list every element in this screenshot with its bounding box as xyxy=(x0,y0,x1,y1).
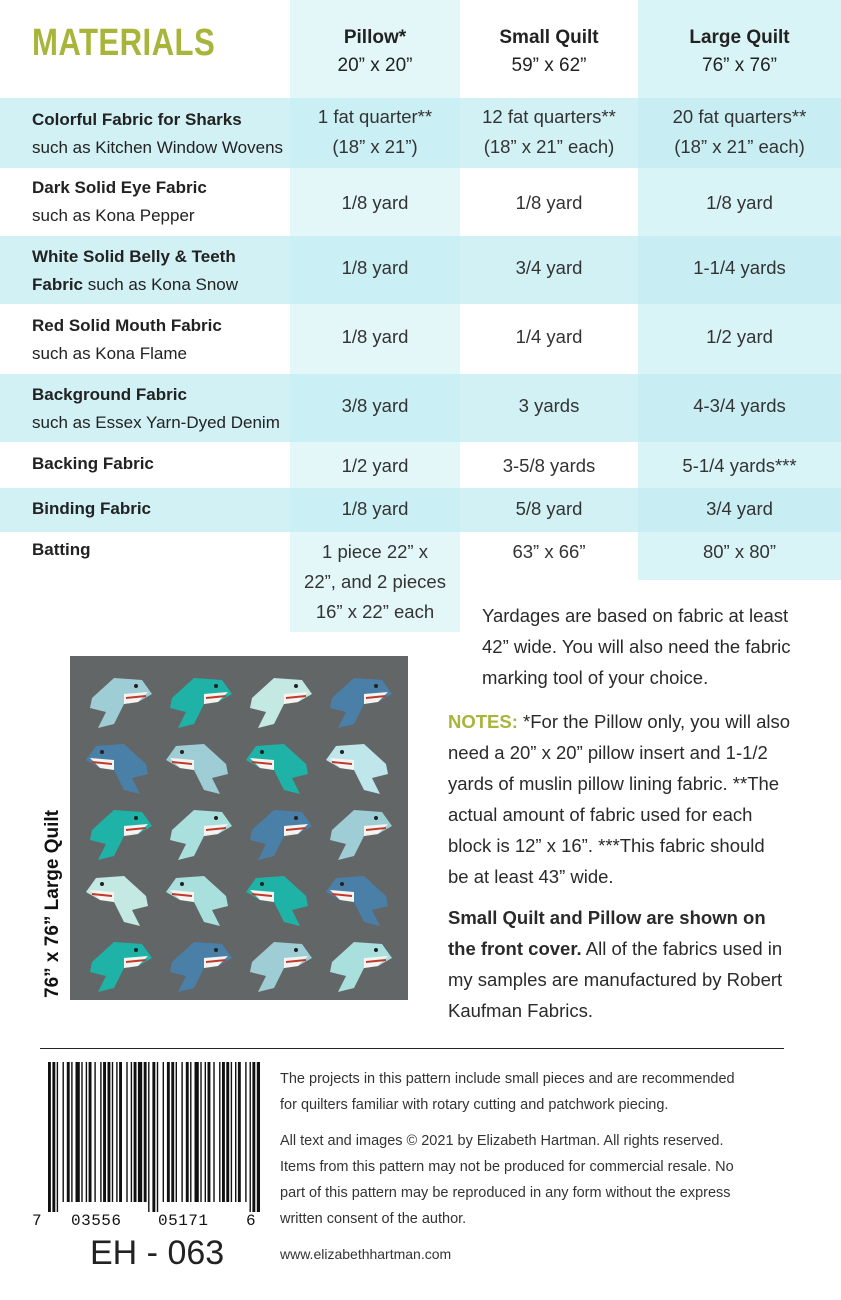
text-line: Items from this pattern may not be produced for commercial resale. No xyxy=(280,1159,734,1175)
row-label-sub: such as Essex Yarn-Dyed Denim xyxy=(32,413,280,432)
cell-pillow: 1/8 yard xyxy=(341,257,409,278)
barcode-bar xyxy=(171,1062,174,1202)
barcode-bar xyxy=(152,1062,155,1212)
barcode-bar xyxy=(186,1062,189,1202)
cell-line: 16” x 22” each xyxy=(315,601,435,622)
barcode-bar xyxy=(71,1062,72,1202)
barcode-bar xyxy=(138,1062,142,1202)
shark-block xyxy=(330,810,392,860)
footer-paragraph-copyright xyxy=(280,1128,800,1232)
barcode-bar xyxy=(100,1062,101,1202)
shark-block xyxy=(170,678,232,728)
cell-line: 12 fat quarters** xyxy=(482,106,616,127)
shark-block xyxy=(326,744,388,794)
text-line: Kaufman Fabrics. xyxy=(448,1000,593,1021)
shark-block xyxy=(246,744,308,794)
cell-small: 1/8 yard xyxy=(515,192,583,213)
barcode-bar xyxy=(163,1062,164,1202)
column-header-small-quilt xyxy=(460,24,638,80)
shark-block xyxy=(246,876,308,926)
barcode-bar xyxy=(144,1062,147,1202)
cell-large: 1/8 yard xyxy=(706,192,773,213)
row-label-bold: Dark Solid Eye Fabric xyxy=(32,178,207,197)
barcode-bar xyxy=(57,1062,58,1212)
shark-block xyxy=(326,876,388,926)
text-line: yards of muslin pillow lining fabric. **The xyxy=(448,773,780,794)
cell-pillow: 3/8 yard xyxy=(341,395,409,416)
row-label-bold: Red Solid Mouth Fabric xyxy=(32,316,222,335)
shark-block xyxy=(170,942,232,992)
barcode-bar xyxy=(126,1062,127,1202)
shark-block xyxy=(250,678,312,728)
row-label-sharks xyxy=(32,106,283,162)
barcode-digits-right: 05171 xyxy=(158,1212,209,1230)
shark-block xyxy=(166,876,228,926)
row-label-bold: Background Fabric xyxy=(32,385,187,404)
yardage-note xyxy=(482,600,822,693)
quilt-caption: 76” x 76” Large Quilt xyxy=(42,810,63,998)
shark-block xyxy=(250,810,312,860)
text-line: be at least 43” wide. xyxy=(448,866,614,887)
column-size: 59” x 62” xyxy=(511,55,587,76)
barcode-bar xyxy=(222,1062,225,1202)
shark-block xyxy=(90,678,152,728)
website-link[interactable]: www.elizabethhartman.com xyxy=(280,1246,452,1262)
shark-block xyxy=(250,942,312,992)
column-header-large-quilt xyxy=(638,24,841,80)
shown-on-cover-paragraph xyxy=(448,902,818,1026)
cell-line: (18” x 21” each) xyxy=(483,136,615,157)
text-line: part of this pattern may be reproduced in any form without the express xyxy=(280,1185,731,1201)
row-label-bold-2: Fabric xyxy=(32,275,84,294)
large-quilt-image xyxy=(70,656,408,1000)
row-label-sub: such as Kitchen Window Wovens xyxy=(32,138,284,157)
pattern-code: EH - 063 xyxy=(90,1234,225,1272)
cell-pillow xyxy=(290,537,460,627)
page-title: MATERIALS xyxy=(32,22,216,64)
cell-line: 1 piece 22” x xyxy=(322,541,428,562)
notes-paragraph xyxy=(448,706,818,892)
barcode-bar xyxy=(226,1062,229,1202)
row-label-sub: such as Kona Snow xyxy=(83,275,239,294)
cell-line: (18” x 21”) xyxy=(332,136,418,157)
cell-small: 5/8 yard xyxy=(515,498,583,519)
shark-block xyxy=(330,942,392,992)
cell-large: 80” x 80” xyxy=(702,541,776,562)
footer-paragraph-skill xyxy=(280,1066,800,1118)
cell-line: 1 fat quarter** xyxy=(317,106,433,127)
column-header-pillow xyxy=(290,24,460,80)
row-label-sub: such as Kona Pepper xyxy=(32,206,195,225)
text-line: All text and images © 2021 by Elizabeth Hartman. All rights reserved. xyxy=(280,1133,724,1149)
barcode-bar xyxy=(148,1062,149,1212)
text-line: need a 20” x 20” pillow insert and 1-1/2 xyxy=(448,742,768,763)
barcode-bar xyxy=(238,1062,241,1202)
barcode-bar xyxy=(200,1062,201,1202)
barcode-bar xyxy=(86,1062,87,1202)
barcode-bar xyxy=(103,1062,106,1202)
row-label-belly-teeth xyxy=(32,243,238,299)
barcode-digit: 7 xyxy=(32,1212,42,1230)
row-label-sub: such as Kona Flame xyxy=(32,344,187,363)
barcode-bar xyxy=(94,1062,95,1202)
cell-pillow: 1/8 yard xyxy=(341,498,409,519)
barcode-digits-left: 03556 xyxy=(71,1212,122,1230)
cell-large: 1-1/4 yards xyxy=(693,257,786,278)
column-name: Small Quilt xyxy=(499,27,599,48)
text-line: Yardages are based on fabric at least xyxy=(482,605,789,626)
barcode-bar xyxy=(190,1062,191,1202)
barcode-bar xyxy=(219,1062,220,1202)
cell-small: 3 yards xyxy=(518,395,580,416)
text-line: block is 12” x 16”. ***This fabric should xyxy=(448,835,765,856)
row-label-binding xyxy=(32,495,151,523)
cell-pillow xyxy=(290,102,460,162)
divider xyxy=(40,1048,784,1049)
barcode-bar xyxy=(181,1062,182,1202)
cell-large: 3/4 yard xyxy=(706,498,773,519)
cell-small: 1/4 yard xyxy=(515,326,583,347)
barcode-bar xyxy=(112,1062,113,1202)
barcode-bar xyxy=(131,1062,132,1202)
cell-pillow: 1/8 yard xyxy=(341,192,409,213)
barcode-bar xyxy=(213,1062,214,1202)
barcode-bar xyxy=(231,1062,232,1202)
text-line: written consent of the author. xyxy=(280,1211,467,1227)
barcode-image xyxy=(46,1062,260,1212)
text-line: Small Quilt and Pillow are shown on xyxy=(448,907,766,928)
row-label-bold: White Solid Belly & Teeth xyxy=(32,247,236,266)
column-name: Large Quilt xyxy=(689,27,790,48)
shark-block xyxy=(330,678,392,728)
shark-block xyxy=(170,810,232,860)
barcode-bar xyxy=(250,1062,251,1212)
barcode-bar xyxy=(116,1062,117,1202)
barcode-bar xyxy=(252,1062,255,1212)
text-line: The projects in this pattern include small pieces and are recommended xyxy=(280,1071,735,1087)
column-size: 20” x 20” xyxy=(337,55,413,76)
row-label-batting xyxy=(32,536,91,564)
cell-small: 3/4 yard xyxy=(515,257,583,278)
barcode-bar xyxy=(195,1062,199,1202)
text-line: *For the Pillow only, you will also xyxy=(517,711,791,732)
text-line: the front cover. xyxy=(448,938,582,959)
shark-block xyxy=(86,876,148,926)
cell-pillow: 1/2 yard xyxy=(341,455,409,476)
cell-line: (18” x 21” each) xyxy=(674,136,805,157)
cell-large: 1/2 yard xyxy=(706,326,773,347)
text-line: 42” wide. You will also need the fabric xyxy=(482,636,791,657)
row-label-background xyxy=(32,381,280,437)
text-line: my samples are manufactured by Robert xyxy=(448,969,783,990)
barcode-bar xyxy=(205,1062,206,1202)
cell-small xyxy=(460,102,638,162)
barcode-bar xyxy=(89,1062,92,1202)
barcode-bar xyxy=(208,1062,211,1202)
barcode-bar xyxy=(235,1062,236,1202)
barcode-bar xyxy=(52,1062,55,1212)
quilt-illustration xyxy=(70,656,408,1000)
barcode-bar xyxy=(67,1062,70,1202)
barcode-bar xyxy=(245,1062,246,1202)
barcode-bar xyxy=(257,1062,260,1212)
row-label-backing xyxy=(32,450,154,478)
text-line: All of the fabrics used in xyxy=(581,938,783,959)
notes-label: NOTES: xyxy=(448,711,518,732)
barcode-bar xyxy=(48,1062,51,1212)
shark-block xyxy=(90,810,152,860)
text-line: for quilters familiar with rotary cutting and patchwork piecing. xyxy=(280,1097,669,1113)
cell-line: 22”, and 2 pieces xyxy=(304,571,446,592)
barcode-bar xyxy=(63,1062,64,1202)
row-label-bold: Batting xyxy=(32,540,91,559)
barcode-bar xyxy=(176,1062,177,1202)
cell-line: 20 fat quarters** xyxy=(672,106,807,127)
cell-large: 5-1/4 yards*** xyxy=(682,455,797,476)
row-label-mouth xyxy=(32,312,222,368)
barcode-bar xyxy=(108,1062,111,1202)
cell-small: 3-5/8 yards xyxy=(502,455,596,476)
shark-block xyxy=(86,744,148,794)
row-label-bold: Binding Fabric xyxy=(32,499,151,518)
barcode-bar xyxy=(134,1062,137,1202)
column-size: 76” x 76” xyxy=(702,55,777,76)
barcode-check-digit: 6 xyxy=(246,1212,256,1230)
barcode-bar xyxy=(76,1062,80,1202)
cell-pillow: 1/8 yard xyxy=(341,326,409,347)
barcode-bar xyxy=(167,1062,170,1202)
cell-small: 63” x 66” xyxy=(512,541,586,562)
text-line: marking tool of your choice. xyxy=(482,667,709,688)
shark-block xyxy=(90,942,152,992)
barcode-bar xyxy=(119,1062,122,1202)
shark-block xyxy=(166,744,228,794)
cell-large xyxy=(638,102,841,162)
row-label-bold: Backing Fabric xyxy=(32,454,154,473)
text-line: actual amount of fabric used for each xyxy=(448,804,753,825)
column-name: Pillow* xyxy=(343,27,407,48)
row-label-bold: Colorful Fabric for Sharks xyxy=(32,110,242,129)
cell-large: 4-3/4 yards xyxy=(693,395,786,416)
row-label-eye xyxy=(32,174,207,230)
barcode-bar xyxy=(157,1062,158,1212)
barcode-bar xyxy=(81,1062,82,1202)
